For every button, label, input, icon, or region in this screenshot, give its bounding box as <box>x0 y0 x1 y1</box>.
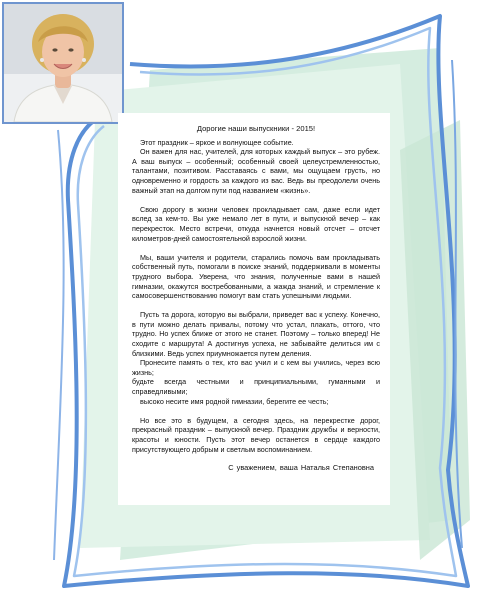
blue-frame-accent <box>54 130 64 560</box>
letter-paragraph: Пусть та дорога, которую вы выбрали, приведет вас к успеху. Конечно, в пути можно делать привалы, потому что устал, плакать, оттого, что трудно. Но успех ближе от этого не станет. Поэтому – только вперед! Не сходите с маршрута! А достигнув успеха, не забывайте делиться им с близкими. Ведь успех приумножается путем деления. <box>132 310 380 358</box>
portrait-photo <box>2 2 124 124</box>
letter-signature: С уважением, ваша Наталья Степановна <box>228 463 374 473</box>
letter-title: Дорогие наши выпускники - 2015! <box>196 124 316 133</box>
letter-paragraph: Мы, ваши учителя и родители, старались помочь вам прокладывать собственный путь, помогали в поиске знаний, поддерживали в моменты трудного выбора. Уверена, что знания, полученные вами в нашей гимназии, окажутся востребованными, а жажда знаний, и стремление к самосовершенствованию помогут вам стать успешными людьми. <box>132 252 380 301</box>
letter-paragraph: Пронесите память о тех, кто вас учил и с кем вы учились, через всю жизнь; <box>132 358 380 377</box>
letter-paragraph: будьте всегда честными и принципиальными, гуманными и справедливыми; <box>132 377 380 397</box>
letter-paragraph: Этот праздник – яркое и волнующее событие. <box>140 137 294 147</box>
letter-panel <box>118 113 390 505</box>
letter-paragraph: Он важен для нас, учителей, для которых каждый выпуск – это рубеж. А ваш выпуск – особенный; особенный своей целеустремленностью, талантами, позитивом. Расставаясь с вами, мы ощущаем грусть, но одновременно и гордость за каждого из вас. Ведь вы преодолели очень важный этап на долгом пути под названием «жизнь». <box>132 147 380 195</box>
letter-paragraph: Но все это в будущем, а сегодня здесь, на перекрестке дорог, прекрасный праздник – выпускной вечер. Праздник дружбы и верности, красоты и юности. Пусть этот вечер останется в сердце каждого присутствующего добрым и светлым воспоминанием. <box>132 415 380 454</box>
letter-paragraph: Свою дорогу в жизни человек прокладывает сам, даже если идет вслед за кем-то. Вы уже немало лет в пути, и выпускной вечер – как перекресток. Место встречи, откуда начнется новый отсчет – отсчет километров-дней самостоятельной взрослой жизни. <box>132 204 380 243</box>
letter-paragraph: высоко несите имя родной гимназии, берегите ее честь; <box>140 396 329 406</box>
